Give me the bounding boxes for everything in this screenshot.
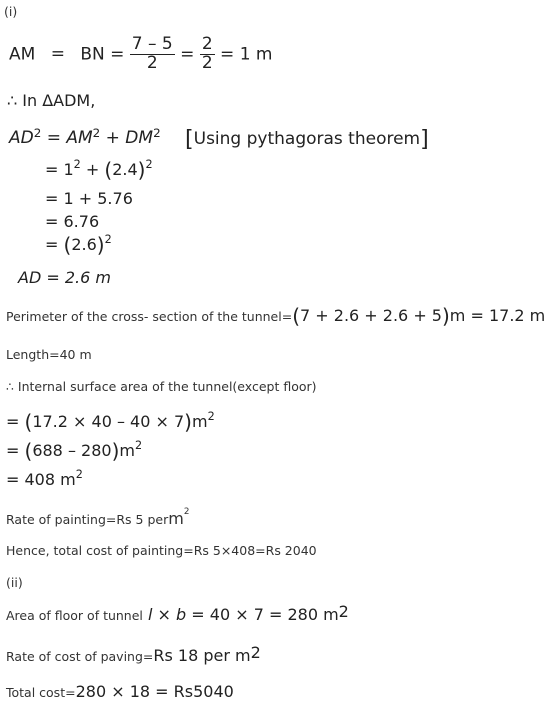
part-ii-label: (ii): [6, 575, 23, 590]
fraction-2-over-2: $\frac{2}{2}$: [201, 34, 213, 73]
surface-step-2: = $(688 - 280)m^2$: [6, 438, 143, 463]
pyth-step-4: = $(2.6)^2$: [45, 232, 112, 257]
pythagoras-equation: $AD^2 = AM^2 + DM^2$: [9, 125, 161, 148]
surface-step-1: = $(17.2 \times 40 - 40 \times 7)m^2$: [6, 409, 215, 434]
pythagoras-note: [Using pythagoras theorem]: [185, 126, 429, 152]
perimeter-label: Perimeter of the cross- section of the tunnel=: [6, 309, 293, 324]
rate-paving-line: Rate of cost of paving=Rs 18 per $m^2$: [6, 642, 261, 665]
length-text: Length=40 m: [6, 347, 92, 362]
surface-area-label: ∴ Internal surface area of the tunnel(except floor): [6, 379, 317, 394]
am-result: = 1 m: [220, 44, 273, 65]
pyth-step-1: = $1^2 + (2.4)^2$: [45, 157, 153, 182]
pyth-step-3: = 6.76: [45, 212, 100, 231]
equals-sign-2: =: [180, 44, 195, 65]
therefore-triangle-line: ∴ In ΔADM,: [7, 91, 96, 110]
perimeter-expression: 7 + 2.6 + 2.6 + 5: [300, 306, 442, 325]
floor-area-line: Area of floor of tunnel l × b = 40 × 7 = 280 $m^2$: [6, 601, 349, 624]
surface-step-3: = 408 $m^2$: [6, 467, 83, 489]
part-i-label: (i): [4, 4, 18, 19]
bn-label: BN =: [80, 44, 125, 65]
pyth-step-2: = 1 + 5.76: [45, 189, 133, 208]
equals-sign: =: [50, 44, 65, 65]
am-label: AM: [9, 44, 36, 65]
total-cost-line: Total cost=280 × 18 = Rs5040: [6, 682, 234, 701]
perimeter-line: Perimeter of the cross- section of the tunnel=(7 + 2.6 + 2.6 + 5)m = 17.2 m: [6, 304, 545, 328]
cost-painting: Hence, total cost of painting=Rs 5×408=Rs 2040: [6, 543, 317, 558]
ad-result: AD = 2.6 m: [18, 268, 111, 287]
perimeter-result: m = 17.2 m: [449, 306, 545, 325]
fraction-7-minus-5-over-2: $\frac{7 - 5}{2}$: [131, 34, 173, 73]
rate-painting: Rate of painting=Rs 5 perm$^2$: [6, 507, 190, 528]
am-bn-equation: [9, 36, 272, 73]
